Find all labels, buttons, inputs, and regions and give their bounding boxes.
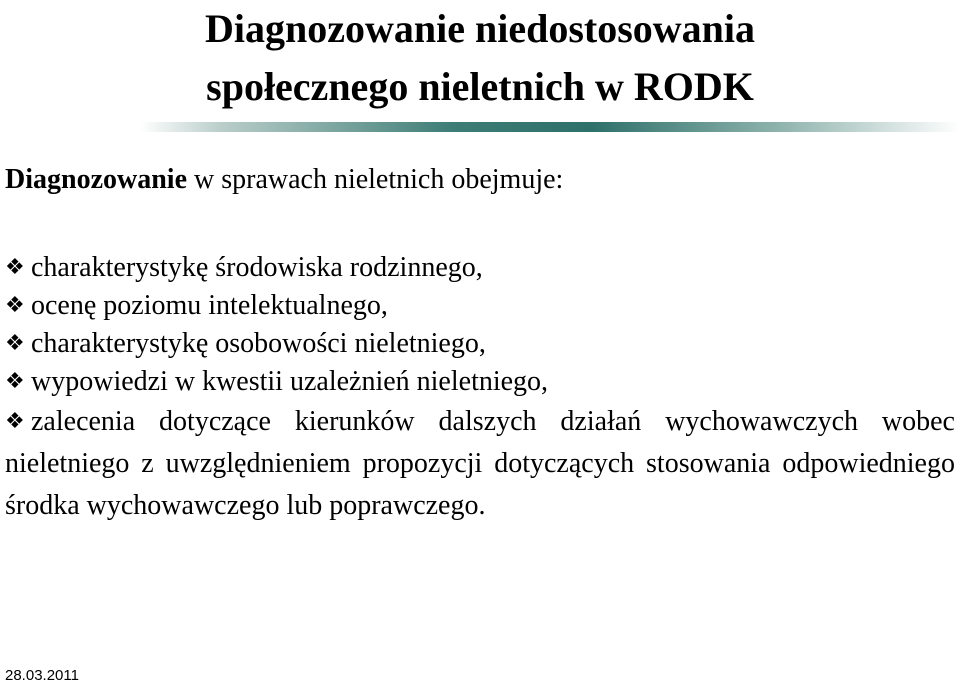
- intro-text: [5, 163, 955, 197]
- intro-bold-text: Diagnozowanie: [5, 164, 187, 195]
- bullet-text: wypowiedzi w kwestii uzależnień nieletniego,: [31, 366, 549, 397]
- slide-date: 28.03.2011: [5, 667, 79, 684]
- bullet-list: [5, 249, 955, 527]
- bullet-text: charakterystykę osobowości nieletniego,: [31, 328, 486, 359]
- diamond-bullet-icon: ❖: [5, 255, 25, 280]
- bullet-item: [5, 401, 955, 527]
- diamond-bullet-icon: ❖: [5, 331, 25, 356]
- bullet-item: [5, 363, 955, 401]
- bullet-item: [5, 325, 955, 363]
- bullet-text: ocenę poziomu intelektualnego,: [31, 290, 388, 321]
- slide-title-line-2: społecznego nieletnich w RODK: [206, 64, 754, 109]
- slide-title: [0, 0, 960, 116]
- intro-rest-text: w sprawach nieletnich obejmuje:: [187, 164, 564, 195]
- diamond-bullet-icon: ❖: [5, 409, 25, 434]
- bullet-item: [5, 287, 955, 325]
- title-divider: [140, 122, 960, 132]
- diamond-bullet-icon: ❖: [5, 369, 25, 394]
- bullet-item: [5, 249, 955, 287]
- bullet-text: zalecenia dotyczące kierunków dalszych działań wychowawczych wobec nieletniego z uwzględnieniem propozycji dotyczących stosowania odpowiedniego środka wychowawczego lub poprawczego.: [5, 406, 955, 521]
- slide-title-line-1: Diagnozowanie niedostosowania: [204, 6, 756, 51]
- diamond-bullet-icon: ❖: [5, 293, 25, 318]
- bullet-text: charakterystykę środowiska rodzinnego,: [31, 252, 483, 283]
